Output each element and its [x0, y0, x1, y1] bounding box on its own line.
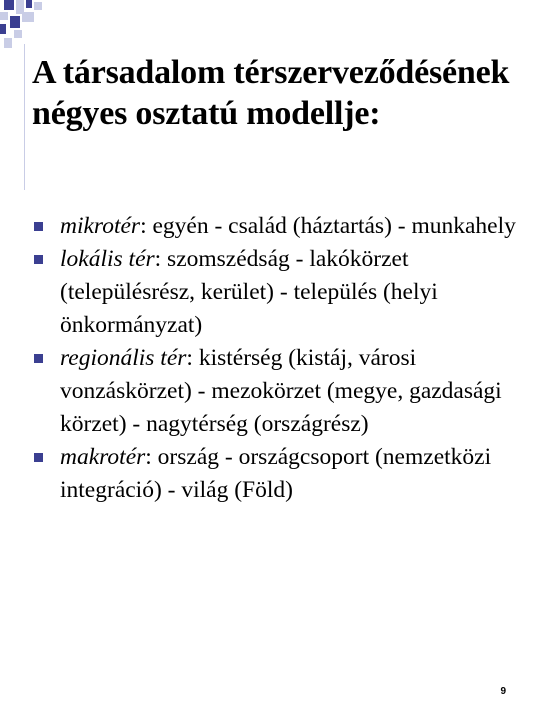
bullet-term: makrotér — [60, 444, 146, 470]
bullet-term: mikrotér — [60, 213, 141, 239]
bullet-item-regionalis-ter — [34, 342, 524, 441]
page-number: 9 — [500, 686, 506, 697]
bullet-text: : kistérség (kistáj, városi vonzáskörzet) - mezokörzet (megye, gazdasági körzet) - nagytérség (országrész) — [60, 345, 502, 437]
bullet-text: : ország - országcsoport (nemzetközi integráció) - világ (Föld) — [60, 444, 492, 503]
title-rule — [24, 44, 25, 190]
bullet-list — [34, 210, 524, 507]
decor-square — [4, 0, 14, 10]
square-bullet-icon — [34, 354, 43, 363]
bullet-term: lokális tér — [60, 246, 155, 272]
decor-square — [22, 12, 34, 22]
decor-square — [0, 12, 8, 20]
bullet-term: regionális tér — [60, 345, 187, 371]
square-bullet-icon — [34, 222, 43, 231]
square-bullet-icon — [34, 453, 43, 462]
decor-square — [10, 16, 20, 28]
bullet-text: : egyén - család (háztartás) - munkahely — [140, 213, 516, 239]
bullet-text: : szomszédság - lakókörzet (településrész, kerület) - település (helyi önkormányzat) — [60, 246, 438, 338]
square-bullet-icon — [34, 255, 43, 264]
decor-square — [4, 38, 12, 48]
bullet-item-makroter — [34, 441, 524, 507]
decor-square — [0, 24, 6, 34]
slide-title: A társadalom térszerveződésének négyes osztatú modellje: — [32, 54, 510, 132]
decor-square — [34, 2, 42, 10]
bullet-item-lokalis-ter — [34, 243, 524, 342]
decor-square — [14, 30, 22, 38]
bullet-item-mikroter — [34, 210, 524, 243]
decor-square — [26, 0, 32, 8]
